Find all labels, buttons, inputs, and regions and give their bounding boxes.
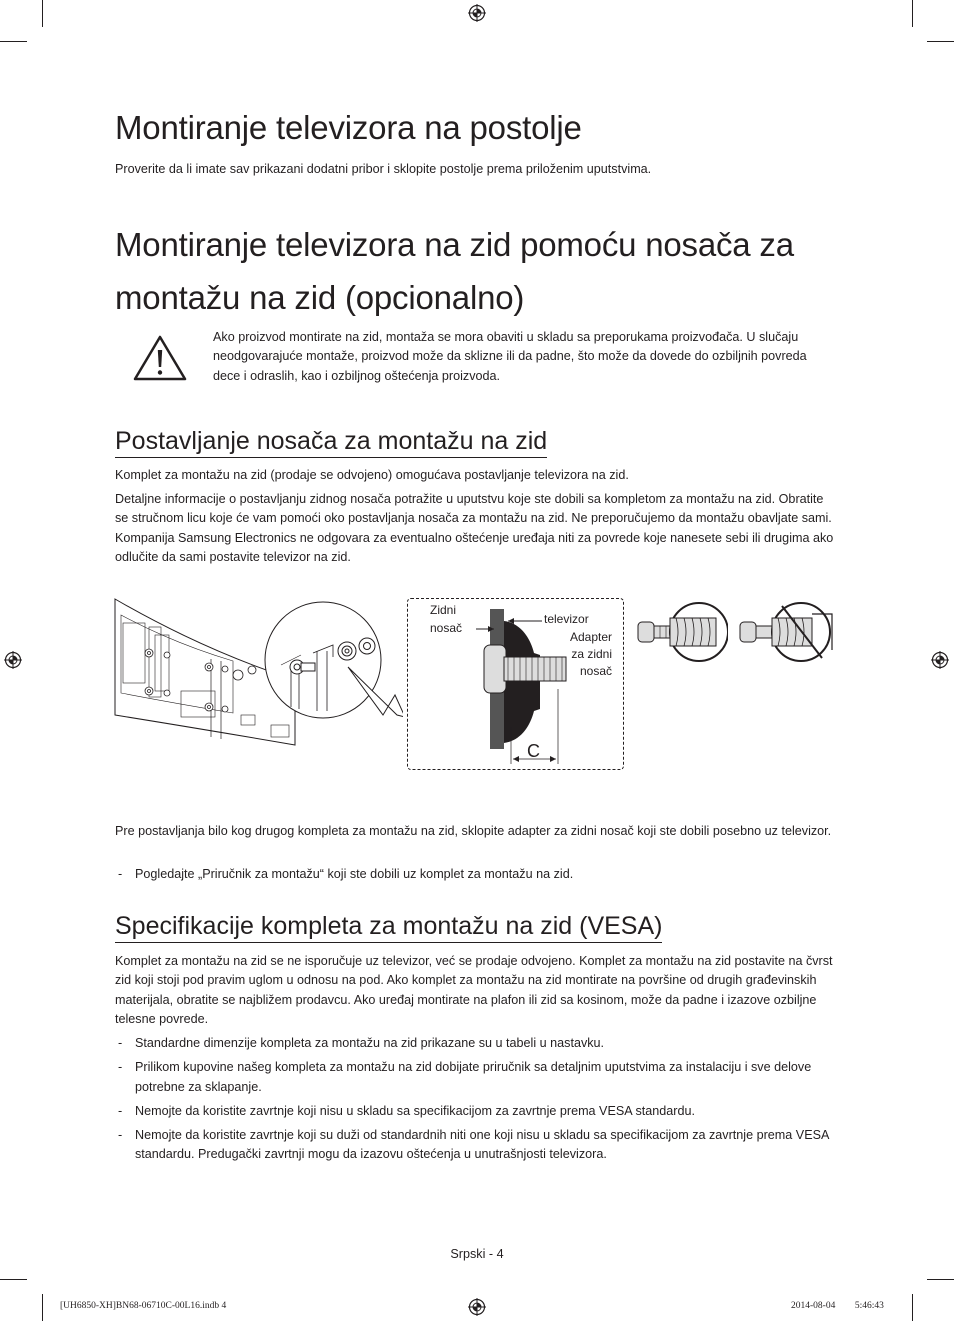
subsection-title-mounting — [115, 426, 547, 458]
label-adapter-line3: nosač — [579, 664, 612, 678]
registration-mark-icon — [931, 651, 949, 669]
bullet-list — [115, 865, 840, 889]
crop-mark — [912, 0, 913, 27]
subsection-title-vesa — [115, 911, 662, 943]
label-adapter-line2: za zidni — [571, 647, 612, 661]
paragraph: Pre postavljanja bilo kog drugog kompleta za montažu na zid, sklopite adapter za zidni nosač koji ste dobili posebno uz televizor. — [115, 824, 832, 838]
crop-mark — [42, 0, 43, 27]
subsection-title-text: Specifikacije kompleta za montažu na zid (VESA) — [115, 911, 662, 943]
section-title-line2: montažu na zid (opcionalno) — [115, 279, 525, 316]
paragraph: Komplet za montažu na zid (prodaje se odvojeno) omogućava postavljanje televizora na zid. — [115, 468, 629, 482]
label-c: C — [527, 741, 540, 761]
label-wall-bracket-line1: Zidni — [430, 603, 457, 617]
page-title: Montiranje televizora na postolje — [115, 109, 582, 146]
footer-file-info: [UH6850-XH]BN68-06710C-00L16.indb 4 — [60, 1301, 227, 1311]
bullet-list — [115, 1034, 840, 1170]
crop-mark — [0, 1279, 27, 1280]
crop-mark — [912, 1294, 913, 1321]
crop-mark — [0, 41, 27, 42]
crop-mark — [927, 41, 954, 42]
screw-icon — [636, 600, 728, 664]
cross-section-diagram — [407, 598, 624, 770]
crop-mark — [42, 1294, 43, 1321]
tv-back-diagram — [113, 595, 403, 775]
list-item: - Nemojte da koristite zavrtnje koji su duži od standardnih niti one koji nisu u skladu sa specifikacijom za zavrtnje prema VESA standardu. Predugački zavrtnji mogu da izazovu oštećenja u unutrašnjosti televizora. — [115, 1126, 840, 1165]
paragraph: Detaljne informacije o postavljanju zidnog nosača potražite u uputstvu koje ste dobili sa kompletom za montažu na zid. Obratite se stručnom licu koje će vam pomoći oko postavljanja nosača za montažu na zid. Ne preporučujemo da montažu obavljate sami. Kompanija Samsung Electronics ne odgovara za eventualno oštećenje uređaja niti za povrede koje nanesete sebi ili drugima ako odlučite da sami postavite televizor na zid. — [115, 492, 834, 564]
label-adapter-line1: Adapter — [569, 630, 612, 644]
warning-icon — [132, 334, 188, 382]
warning-text: Ako proizvod montirate na zid, montaža se mora obaviti u skladu sa preporukama proizvođača. U slučaju neodgovarajuće montaže, proizvod može da sklizne ili da padne, što može da dovede do ozbiljnih povreda dece i odraslih, kao i ozbiljnog oštećenja proizvoda. — [213, 330, 807, 383]
label-adapter — [556, 630, 612, 679]
section-title-line1: Montiranje televizora na zid pomoću nosača za — [115, 226, 794, 263]
label-tv: televizor — [544, 612, 589, 626]
intro-text: Proverite da li imate sav prikazani dodatni pribor i sklopite postolje prema priloženim uputstvima. — [115, 162, 652, 176]
section-title — [115, 222, 794, 321]
list-item: - Nemojte da koristite zavrtnje koji nisu u skladu sa specifikacijom za zavrtnje prema VESA standardu. — [115, 1102, 840, 1121]
registration-mark-icon — [468, 4, 486, 22]
registration-mark-icon — [4, 651, 22, 669]
subsection-title-text: Postavljanje nosača za montažu na zid — [115, 426, 547, 458]
paragraph: Komplet za montažu na zid se ne isporučuje uz televizor, već se prodaje odvojeno. Komplet za montažu na zid postavite na čvrst zid koji stoji pod pravim uglom u odnosu na pod. Ako komplet za montažu na zid montirate na površine od drugih građevinskih materijala, obratite se najbližem prodavcu. Ako uređaj montirate na plafon ili zid sa kosinom, može da padne i izazove ozbiljne telesne povrede. — [115, 954, 833, 1026]
label-wall-bracket-line2: nosač — [430, 621, 463, 635]
footer-timestamp: 2014-08-04 ￿￿ 5:46:43 — [791, 1301, 884, 1311]
list-item: - Standardne dimenzije kompleta za montažu na zid prikazane su u tabeli u nastavku. — [115, 1034, 840, 1053]
crop-mark — [927, 1279, 954, 1280]
page-number: Srpski - 4 — [450, 1247, 504, 1261]
screw-prohibited-icon — [738, 600, 838, 664]
registration-mark-icon — [468, 1298, 486, 1316]
label-wall-bracket — [430, 603, 462, 636]
list-item: - Pogledajte „Priručnik za montažu“ koji ste dobili uz komplet za montažu na zid. — [115, 865, 840, 884]
list-item: - Prilikom kupovine našeg kompleta za montažu na zid dobijate priručnik sa detaljnim uputstvima za instalaciju i sve delove potrebne za sklapanje. — [115, 1058, 840, 1097]
